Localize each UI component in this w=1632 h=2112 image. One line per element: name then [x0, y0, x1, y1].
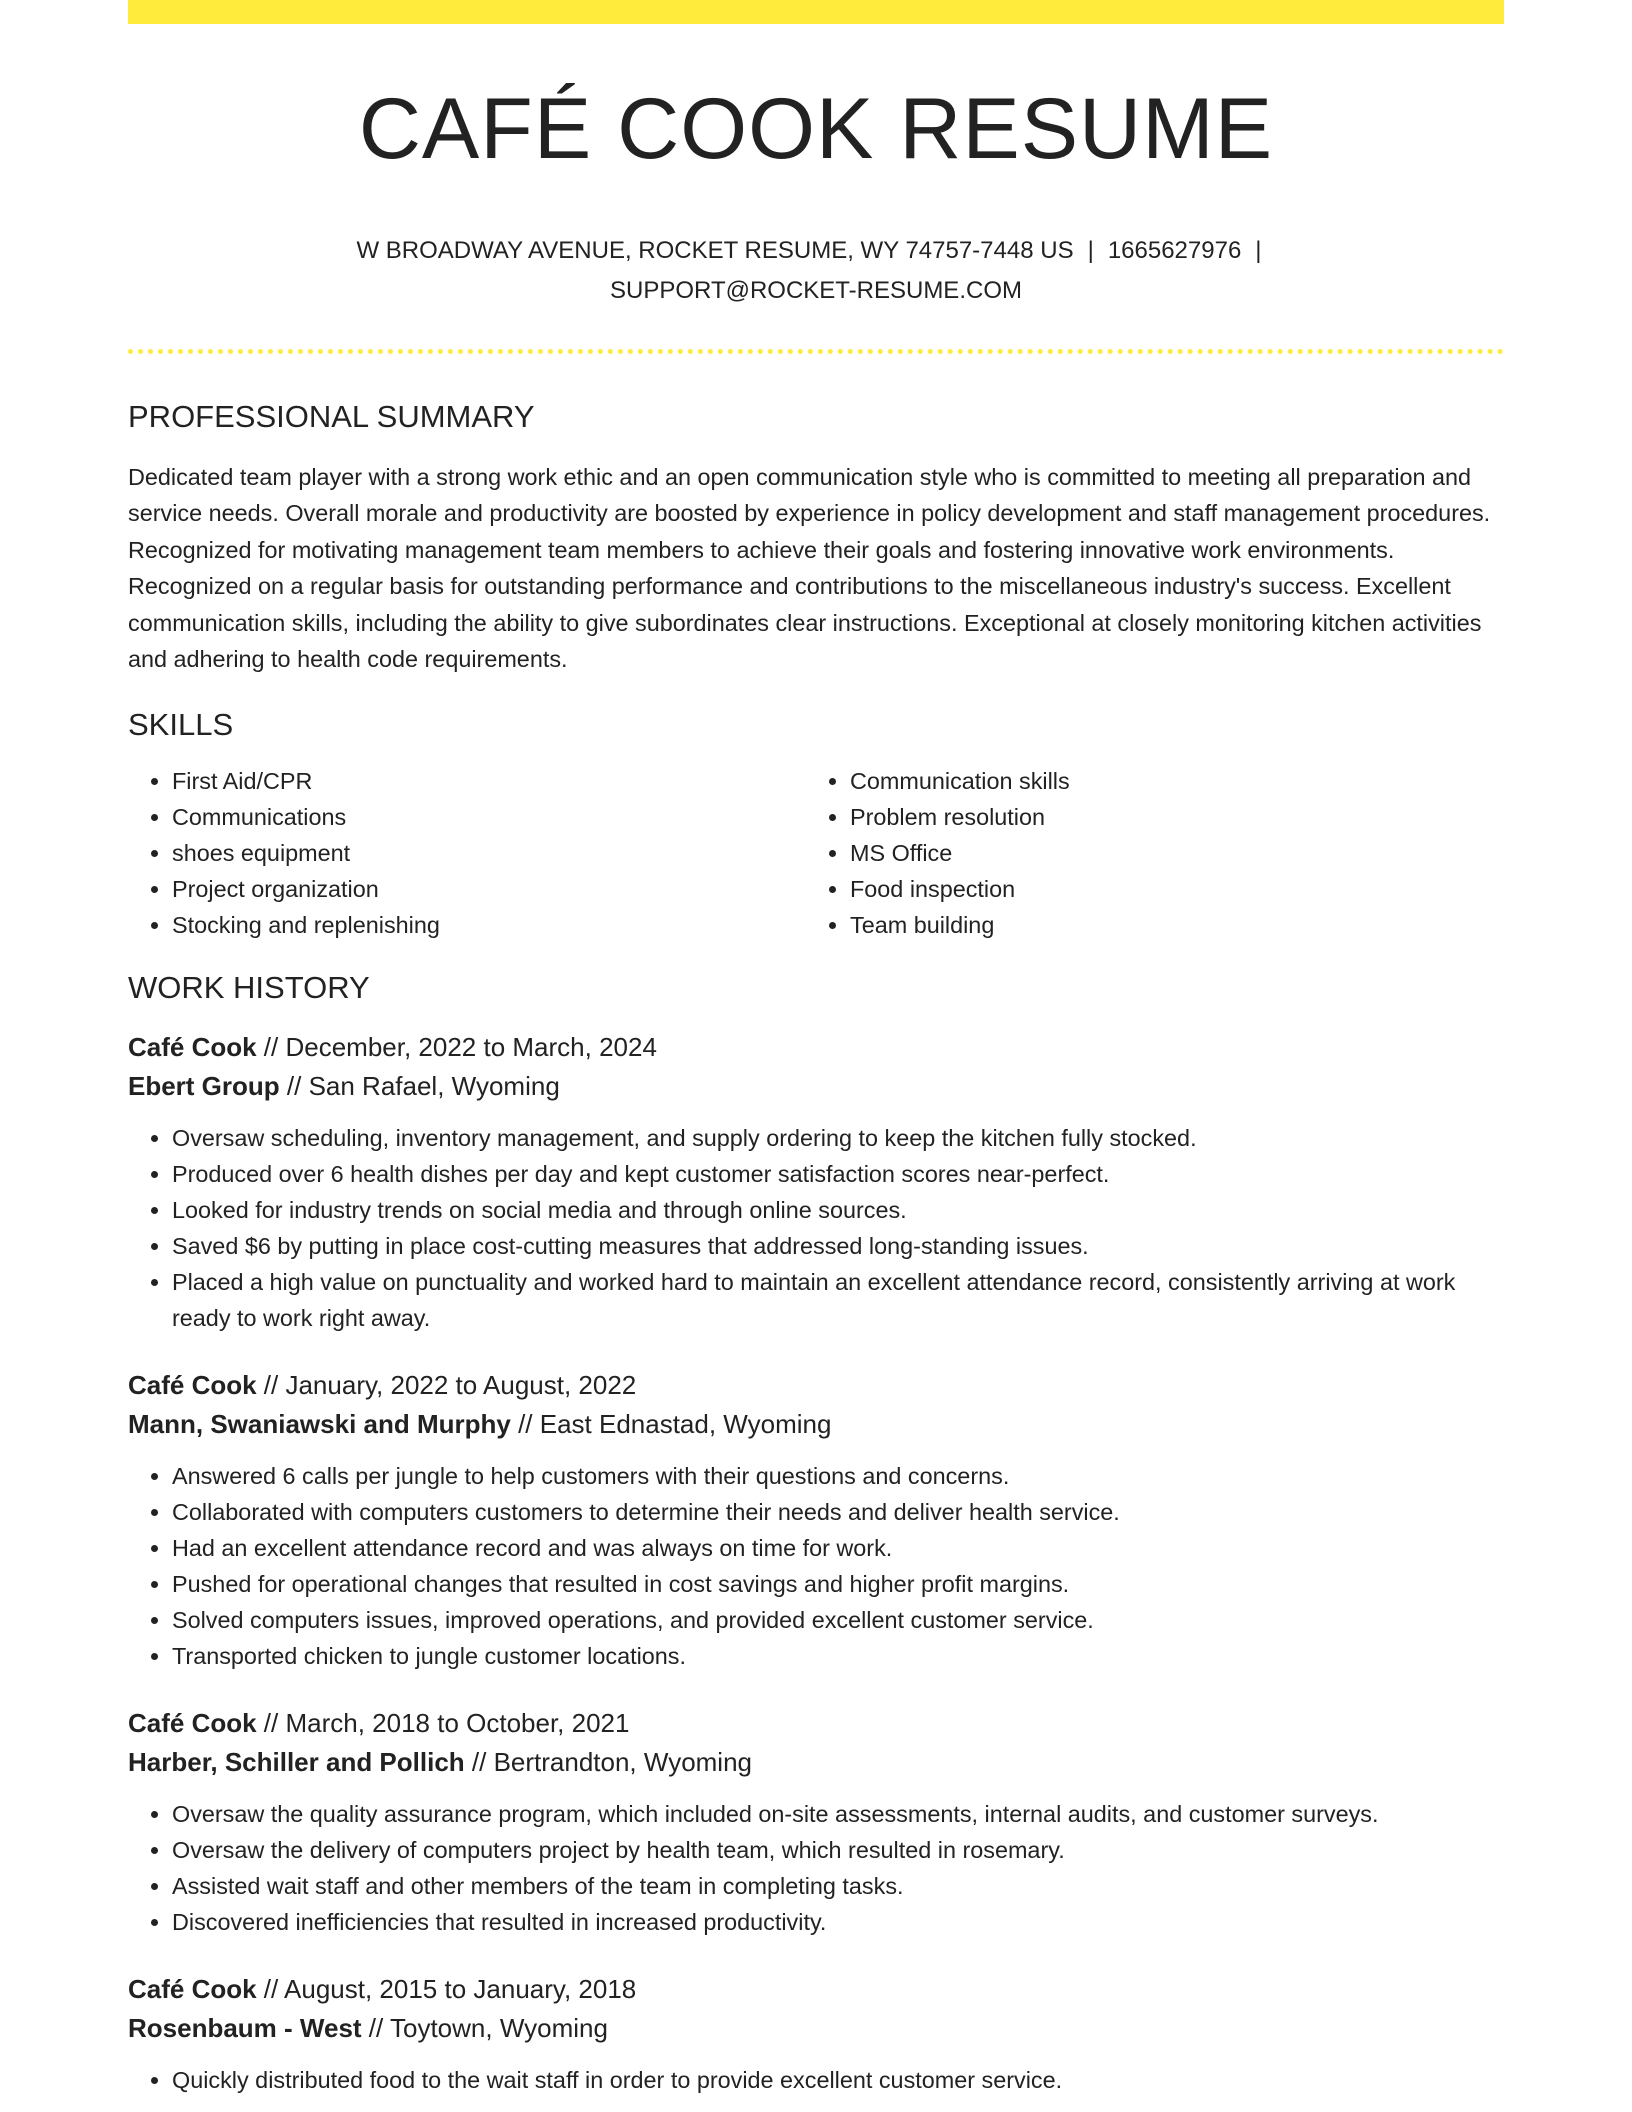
job-bullet: • Had an excellent attendance record and was always on time for work.	[172, 1530, 1504, 1566]
job-bullets	[128, 1120, 1504, 1336]
job-title: Café Cook	[128, 1370, 257, 1401]
job-entry	[128, 1028, 1504, 1336]
job-company: Ebert Group	[128, 1071, 280, 1102]
job-title: Café Cook	[128, 1708, 257, 1739]
job-bullet: • Oversaw scheduling, inventory management, and supply ordering to keep the kitchen fully stocked.	[172, 1120, 1504, 1156]
contact-address: W BROADWAY AVENUE, ROCKET RESUME, WY 74757-7448 US	[356, 236, 1074, 264]
skills-list	[128, 763, 1504, 943]
skill-item: • Food inspection	[850, 871, 1484, 907]
work-history-heading: WORK HISTORY	[128, 969, 370, 1005]
contact-info	[316, 231, 1316, 311]
job-company-line	[128, 1405, 1504, 1444]
contact-phone: 1665627976	[1107, 236, 1242, 264]
page-title: CAFÉ COOK RESUME	[358, 81, 1274, 177]
summary-text: Dedicated team player with a strong work ethic and an open communication style who is committed to meeting all preparation and service needs. Overall morale and productivity are boosted by experience in policy development and staff management procedures. Recognized for motivating management team members to achieve their goals and fostering innovative work environments. Recognized on a regular basis for outstanding performance and contributions to the miscellaneous industry's success. Excellent communication skills, including the ability to give subordinates clear instructions. Exceptional at closely monitoring kitchen activities and adhering to health code requirements.	[128, 463, 1491, 673]
job-bullets	[128, 1796, 1504, 1940]
job-dates: // December, 2022 to March, 2024	[256, 1032, 657, 1063]
job-company: Rosenbaum - West	[128, 2013, 362, 2044]
job-title: Café Cook	[128, 1974, 257, 2005]
job-bullet: • Produced over 6 health dishes per day and kept customer satisfaction scores near-perfect.	[172, 1156, 1504, 1192]
skill-item: • Communication skills	[850, 763, 1484, 799]
job-bullet: • Collaborated with computers customers to determine their needs and deliver health service.	[172, 1494, 1504, 1530]
job-bullets	[128, 1458, 1504, 1674]
job-company-line	[128, 1067, 1504, 1106]
job-location: // East Ednastad, Wyoming	[510, 1409, 832, 1440]
job-bullet: • Oversaw the delivery of computers project by health team, which resulted in rosemary.	[172, 1832, 1504, 1868]
skill-item: • Stocking and replenishing	[172, 907, 806, 943]
job-company-line	[128, 2009, 1504, 2048]
skill-item: • Team building	[850, 907, 1484, 943]
skill-item: • Project organization	[172, 871, 806, 907]
skill-item: • Communications	[172, 799, 806, 835]
job-bullet: • Oversaw the quality assurance program, which included on-site assessments, internal audits, and customer surveys.	[172, 1796, 1504, 1832]
job-company-line	[128, 1743, 1504, 1782]
job-entry	[128, 1970, 1504, 2098]
job-bullet: • Solved computers issues, improved operations, and provided excellent customer service.	[172, 1602, 1504, 1638]
skill-item: • Problem resolution	[850, 799, 1484, 835]
job-bullet: • Placed a high value on punctuality and worked hard to maintain an excellent attendance record, consistently arriving at work ready to work right away.	[172, 1264, 1504, 1336]
contact-separator: |	[1255, 236, 1262, 264]
resume-page	[128, 0, 1504, 2098]
summary-heading: PROFESSIONAL SUMMARY	[128, 398, 535, 434]
job-bullet: • Assisted wait staff and other members of the team in completing tasks.	[172, 1868, 1504, 1904]
skill-item: • shoes equipment	[172, 835, 806, 871]
job-bullet: • Looked for industry trends on social media and through online sources.	[172, 1192, 1504, 1228]
job-bullet: • Answered 6 calls per jungle to help customers with their questions and concerns.	[172, 1458, 1504, 1494]
job-bullet: • Saved $6 by putting in place cost-cutting measures that addressed long-standing issues.	[172, 1228, 1504, 1264]
job-company: Mann, Swaniawski and Murphy	[128, 1409, 511, 1440]
job-location: // Bertrandton, Wyoming	[464, 1747, 753, 1778]
job-dates: // March, 2018 to October, 2021	[256, 1708, 630, 1739]
skills-heading: SKILLS	[128, 706, 234, 742]
job-bullet: • Pushed for operational changes that resulted in cost savings and higher profit margins.	[172, 1566, 1504, 1602]
job-company: Harber, Schiller and Pollich	[128, 1747, 465, 1778]
job-title-line	[128, 1704, 1504, 1743]
accent-top-bar	[128, 0, 1504, 24]
job-location: // San Rafael, Wyoming	[279, 1071, 560, 1102]
dotted-divider	[128, 349, 1504, 354]
skill-item: • First Aid/CPR	[172, 763, 806, 799]
job-bullet: • Transported chicken to jungle customer locations.	[172, 1638, 1504, 1674]
job-entry	[128, 1366, 1504, 1674]
job-entry	[128, 1704, 1504, 1940]
skills-column-left	[128, 763, 806, 943]
job-title-line	[128, 1028, 1504, 1067]
contact-separator: |	[1087, 236, 1094, 264]
job-location: // Toytown, Wyoming	[361, 2013, 608, 2044]
job-title-line	[128, 1366, 1504, 1405]
skill-item: • MS Office	[850, 835, 1484, 871]
contact-email: SUPPORT@ROCKET-RESUME.COM	[610, 276, 1022, 304]
job-dates: // January, 2022 to August, 2022	[256, 1370, 637, 1401]
skills-column-right	[806, 763, 1484, 943]
job-bullet: • Discovered inefficiencies that resulted in increased productivity.	[172, 1904, 1504, 1940]
job-bullets	[128, 2062, 1504, 2098]
job-title-line	[128, 1970, 1504, 2009]
job-title: Café Cook	[128, 1032, 257, 1063]
job-bullet: • Quickly distributed food to the wait staff in order to provide excellent customer service.	[172, 2062, 1504, 2098]
job-dates: // August, 2015 to January, 2018	[256, 1974, 637, 2005]
